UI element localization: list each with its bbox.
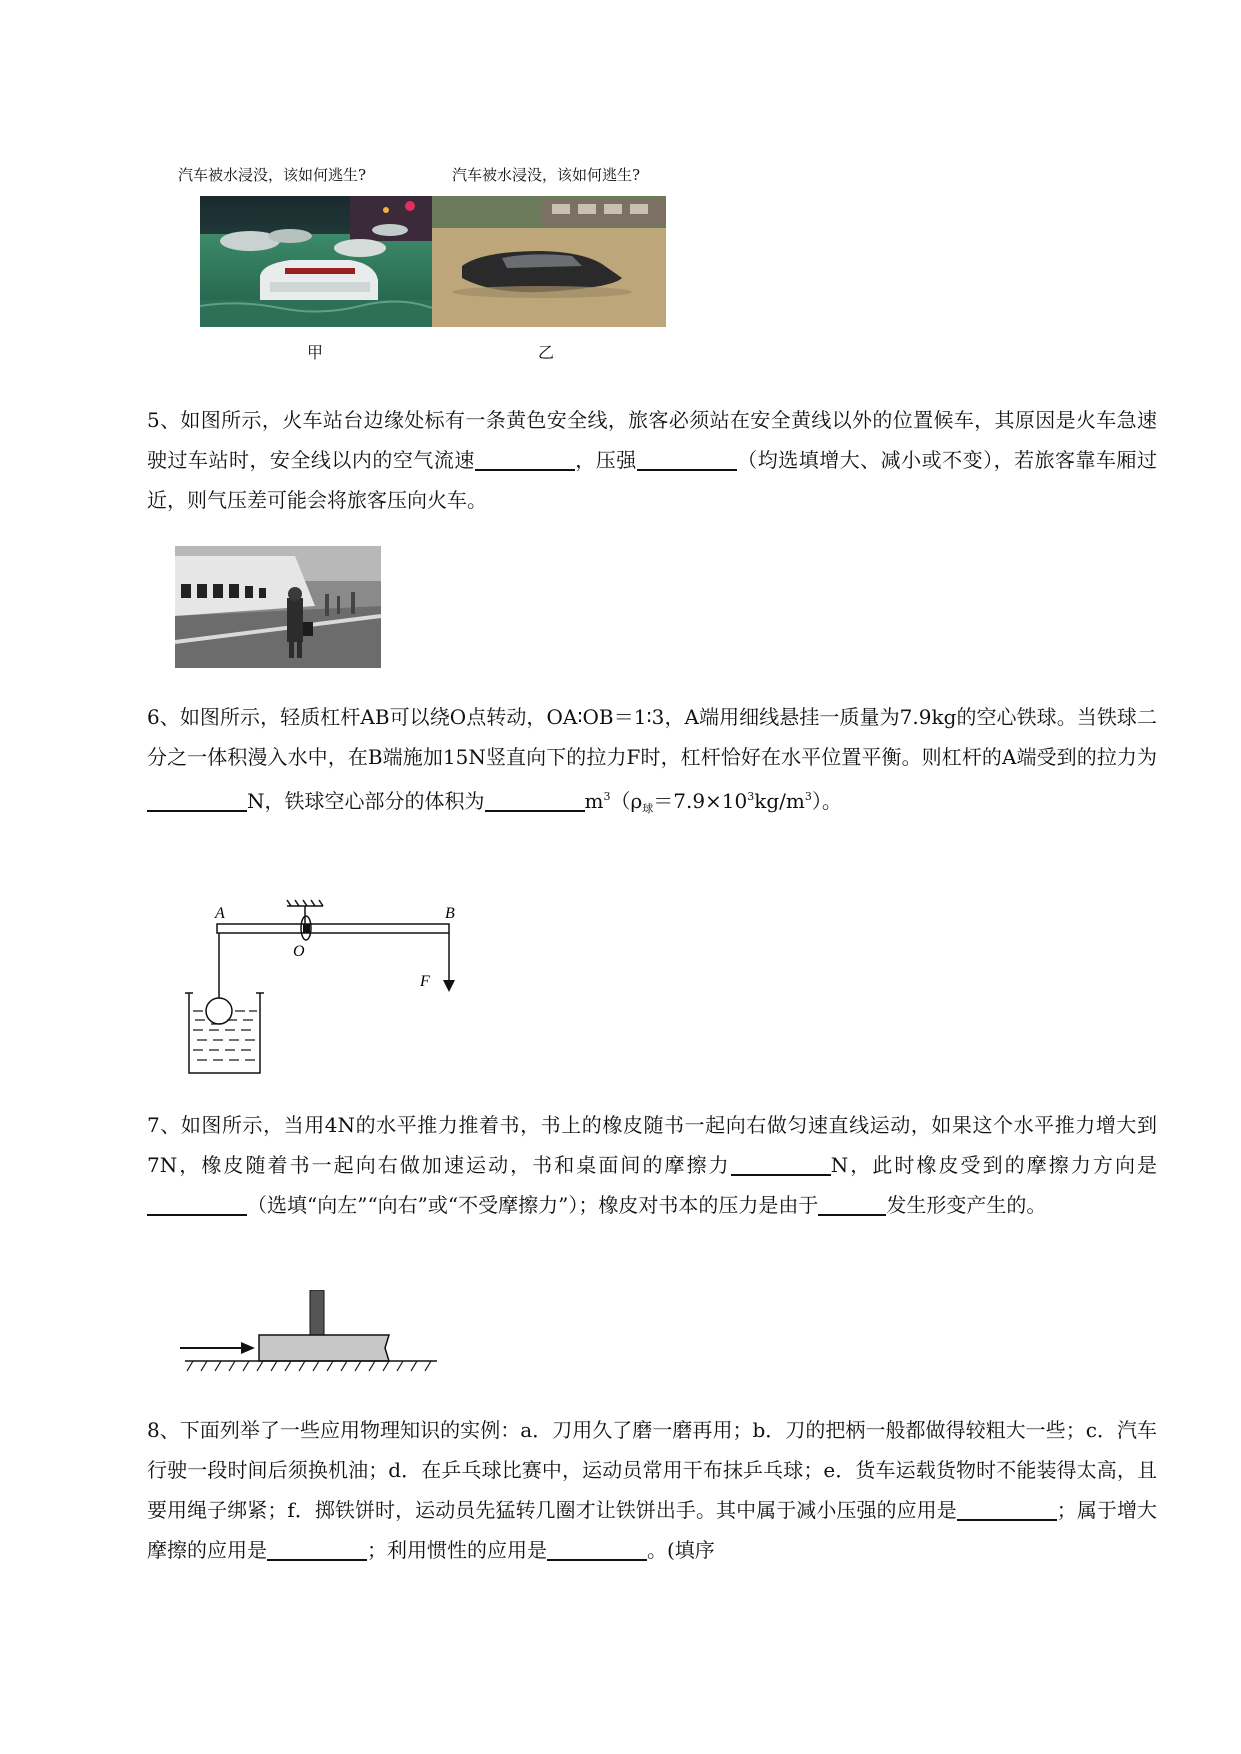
figure-caption-left: 汽车被水浸没，该如何逃生? — [178, 166, 367, 184]
q7-blank-3[interactable] — [818, 1190, 886, 1216]
q6-unit: m — [584, 789, 604, 813]
question-5 — [147, 400, 1157, 520]
figure-label-jia: 甲 — [307, 343, 324, 362]
q5-blank-2[interactable] — [637, 445, 737, 471]
q8-text-3: ；利用惯性的应用是 — [367, 1538, 547, 1562]
question-6 — [147, 697, 1157, 829]
q7-blank-1[interactable] — [731, 1150, 831, 1176]
q7-text-3: （选填“向左”“向右”或“不受摩擦力”）；橡皮对书本的压力是由于 — [247, 1193, 819, 1217]
lever-label-a: A — [215, 905, 225, 922]
question-8 — [147, 1410, 1157, 1570]
book-push-diagram — [175, 1290, 445, 1375]
flooded-car-photo-left — [200, 196, 432, 327]
q8-text-1: 8、下面列举了一些应用物理知识的实例：a．刀用久了磨一磨再用；b．刀的把柄一般都做得较粗大一些；c．汽车行驶一段时间后须换机油；d．在乒乓球比赛中，运动员常用干布抹乒乓球；e．货车运载货物时不能装得太高，且要用绳子绑紧；f．掷铁饼时，运动员先猛转几圈才让铁饼出手。其中属于减小压强的应用是 — [147, 1418, 1157, 1522]
q6-rho-unit-exp: 3 — [804, 790, 812, 803]
q7-text-4: 发生形变产生的。 — [886, 1193, 1047, 1217]
lever-label-b: B — [445, 905, 455, 922]
figure-label-yi: 乙 — [538, 343, 555, 362]
q6-unit-exp: 3 — [603, 790, 611, 803]
q6-rho-close: ）。 — [811, 789, 842, 813]
q7-blank-2[interactable] — [147, 1190, 247, 1216]
q7-text-2: N，此时橡皮受到的摩擦力方向是 — [830, 1153, 1157, 1177]
q6-rho-unit: kg/m — [754, 789, 805, 813]
train-platform-photo — [175, 546, 381, 668]
lever-label-o: O — [293, 943, 305, 960]
q6-rho-exp: 3 — [747, 790, 755, 803]
q6-rho-open: （ρ — [610, 789, 643, 813]
q5-text-1: 5、如图所示，火车站台边缘处标有一条黄色安全线，旅客必须站在安全黄线以外的位置候车，其原因是火车急速驶过车站时，安全线以内的空气流速 — [147, 408, 1157, 472]
q8-blank-2[interactable] — [267, 1535, 367, 1561]
flooded-car-photo-right — [432, 196, 666, 327]
q6-blank-1[interactable] — [147, 786, 247, 812]
q8-text-4: 。(填序 — [647, 1538, 715, 1562]
q8-blank-1[interactable] — [957, 1495, 1057, 1521]
q5-blank-1[interactable] — [475, 445, 575, 471]
q5-text-3: （均选填增大、减小或不变），若旅客靠车厢过近，则气压差可能会将旅客压向火车。 — [147, 448, 1158, 512]
q8-text-2: ；属于增大摩擦的应用是 — [147, 1498, 1158, 1562]
q8-blank-3[interactable] — [547, 1535, 647, 1561]
q6-rho-eq: ＝7.9×10 — [653, 789, 748, 813]
q7-text-1: 7、如图所示，当用4N的水平推力推着书，书上的橡皮随书一起向右做匀速直线运动，如果这个水平推力增大到7N，橡皮随着书一起向右做加速运动，书和桌面间的摩擦力 — [147, 1113, 1157, 1177]
lever-diagram — [175, 898, 475, 1083]
q6-text-2: N，铁球空心部分的体积为 — [247, 789, 485, 813]
q6-rho-sub: 球 — [642, 802, 654, 815]
figure-caption-right: 汽车被水浸没，该如何逃生? — [452, 166, 641, 184]
lever-label-f: F — [420, 973, 430, 990]
question-7 — [147, 1105, 1157, 1225]
q6-blank-2[interactable] — [485, 786, 585, 812]
q5-text-2: ，压强 — [574, 448, 637, 472]
q6-text-1: 6、如图所示，轻质杠杆AB可以绕O点转动，OA∶OB＝1∶3，A端用细线悬挂一质量为7.9kg的空心铁球。当铁球二分之一体积漫入水中，在B端施加15N竖直向下的拉力F时，杠杆恰好在水平位置平衡。则杠杆的A端受到的拉力为 — [147, 705, 1157, 769]
